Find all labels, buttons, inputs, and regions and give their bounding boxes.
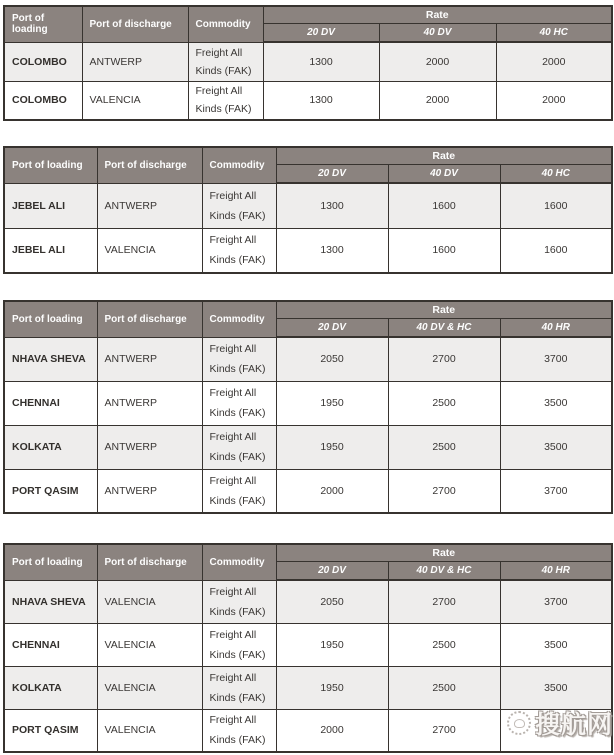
cell-rate-20dv: 1300	[276, 228, 388, 273]
rate-table-jebel-ali	[3, 146, 613, 274]
cell-port-of-loading: KOLKATA	[4, 666, 97, 709]
header-rate-sub-20dv: 20 DV	[276, 561, 388, 580]
cell-rate-40hc: 2000	[496, 42, 612, 81]
cell-port-of-discharge: VALENCIA	[97, 709, 202, 752]
cell-rate-40hr: 3500	[500, 381, 612, 425]
cell-rate-40hr: 3700	[500, 580, 612, 623]
cell-port-of-loading: NHAVA SHEVA	[4, 337, 97, 381]
cell-commodity: Freight All Kinds (FAK)	[188, 81, 263, 120]
cell-port-of-discharge: ANTWERP	[97, 337, 202, 381]
cell-rate-20dv: 2000	[276, 469, 388, 513]
header-port-of-loading: Port of loading	[4, 6, 82, 42]
cell-rate-20dv: 1950	[276, 666, 388, 709]
header-commodity: Commodity	[202, 544, 276, 580]
cell-port-of-discharge: ANTWERP	[97, 425, 202, 469]
cell-rate-40hr: 3500	[500, 666, 612, 709]
header-rate-sub-20dv: 20 DV	[276, 164, 388, 183]
sofreight-logo-icon	[507, 711, 531, 735]
table-row	[4, 228, 612, 273]
header-port-of-discharge: Port of discharge	[97, 147, 202, 183]
header-rate-sub-20dv: 20 DV	[276, 318, 388, 337]
header-rate-sub-40dvhc: 40 DV & HC	[388, 561, 500, 580]
cell-commodity: Freight All Kinds (FAK)	[202, 228, 276, 273]
cell-port-of-loading: COLOMBO	[4, 81, 82, 120]
cell-rate-40dvhc: 2500	[388, 623, 500, 666]
table-row	[4, 666, 612, 709]
header-rate-sub-40dvhc: 40 DV & HC	[388, 318, 500, 337]
cell-rate-40hr: 3500	[500, 623, 612, 666]
table-header	[4, 544, 612, 580]
cell-commodity: Freight All Kinds (FAK)	[202, 469, 276, 513]
cell-rate-20dv: 1950	[276, 425, 388, 469]
cell-rate-20dv: 2050	[276, 580, 388, 623]
table-row	[4, 42, 612, 81]
cell-rate-20dv: 2000	[276, 709, 388, 752]
cell-rate-40dv: 1600	[388, 228, 500, 273]
cell-port-of-discharge: VALENCIA	[97, 228, 202, 273]
cell-rate-40dv: 1600	[388, 183, 500, 228]
cell-port-of-loading: PORT QASIM	[4, 709, 97, 752]
cell-rate-40hc: 1600	[500, 228, 612, 273]
cell-port-of-loading: KOLKATA	[4, 425, 97, 469]
table-row	[4, 425, 612, 469]
cell-rate-20dv: 1950	[276, 623, 388, 666]
header-port-of-discharge: Port of discharge	[82, 6, 188, 42]
header-port-of-loading: Port of loading	[4, 301, 97, 337]
cell-rate-20dv: 2050	[276, 337, 388, 381]
header-rate: Rate	[276, 544, 612, 561]
cell-commodity: Freight All Kinds (FAK)	[202, 425, 276, 469]
cell-commodity: Freight All Kinds (FAK)	[202, 623, 276, 666]
header-port-of-loading: Port of loading	[4, 544, 97, 580]
cell-rate-40hc: 1600	[500, 183, 612, 228]
header-rate-sub-40dv: 40 DV	[388, 164, 500, 183]
cell-rate-20dv: 1300	[263, 42, 379, 81]
table-row	[4, 81, 612, 120]
table-row	[4, 183, 612, 228]
cell-port-of-discharge: ANTWERP	[97, 469, 202, 513]
header-commodity: Commodity	[202, 301, 276, 337]
cell-port-of-discharge: ANTWERP	[97, 381, 202, 425]
cell-rate-40dvhc: 2700	[388, 580, 500, 623]
cell-port-of-loading: JEBEL ALI	[4, 183, 97, 228]
header-rate: Rate	[276, 147, 612, 164]
header-rate-sub-20dv: 20 DV	[263, 23, 379, 42]
header-rate: Rate	[276, 301, 612, 318]
table-row	[4, 337, 612, 381]
cell-port-of-loading: COLOMBO	[4, 42, 82, 81]
table-row	[4, 623, 612, 666]
cell-rate-20dv: 1300	[276, 183, 388, 228]
header-commodity: Commodity	[188, 6, 263, 42]
header-port-of-loading: Port of loading	[4, 147, 97, 183]
cell-port-of-loading: CHENNAI	[4, 623, 97, 666]
cell-rate-40hr: 3700	[500, 337, 612, 381]
cell-rate-40hr: 3500	[500, 425, 612, 469]
cell-port-of-discharge: VALENCIA	[97, 623, 202, 666]
table-row	[4, 580, 612, 623]
cell-port-of-loading: NHAVA SHEVA	[4, 580, 97, 623]
cell-commodity: Freight All Kinds (FAK)	[202, 381, 276, 425]
header-commodity: Commodity	[202, 147, 276, 183]
cell-rate-40dv: 2000	[379, 42, 496, 81]
rate-table-antwerp-group	[3, 300, 613, 514]
cell-rate-40hr: 3700	[500, 469, 612, 513]
header-rate-sub-40hr: 40 HR	[500, 318, 612, 337]
header-rate-sub-40hc: 40 HC	[496, 23, 612, 42]
cell-port-of-discharge: VALENCIA	[82, 81, 188, 120]
cell-commodity: Freight All Kinds (FAK)	[188, 42, 263, 81]
rate-table-colombo	[3, 5, 613, 121]
header-port-of-discharge: Port of discharge	[97, 544, 202, 580]
cell-port-of-discharge: ANTWERP	[97, 183, 202, 228]
table-header	[4, 301, 612, 337]
cell-rate-40hc: 2000	[496, 81, 612, 120]
header-rate: Rate	[263, 6, 612, 23]
header-port-of-discharge: Port of discharge	[97, 301, 202, 337]
cell-rate-40dvhc: 2500	[388, 381, 500, 425]
watermark-site-name: 搜航网	[535, 711, 614, 739]
cell-port-of-discharge: ANTWERP	[82, 42, 188, 81]
cell-commodity: Freight All Kinds (FAK)	[202, 337, 276, 381]
cell-port-of-loading: JEBEL ALI	[4, 228, 97, 273]
cell-rate-20dv: 1300	[263, 81, 379, 120]
cell-port-of-loading: PORT QASIM	[4, 469, 97, 513]
cell-rate-40dvhc: 2700	[388, 469, 500, 513]
table-row	[4, 469, 612, 513]
header-rate-sub-40hc: 40 HC	[500, 164, 612, 183]
cell-port-of-discharge: VALENCIA	[97, 580, 202, 623]
cell-port-of-loading: CHENNAI	[4, 381, 97, 425]
cell-commodity: Freight All Kinds (FAK)	[202, 183, 276, 228]
cell-rate-40dvhc: 2500	[388, 425, 500, 469]
table-header	[4, 147, 612, 183]
cell-port-of-discharge: VALENCIA	[97, 666, 202, 709]
header-rate-sub-40hr: 40 HR	[500, 561, 612, 580]
cell-rate-40dvhc: 2500	[388, 666, 500, 709]
cell-commodity: Freight All Kinds (FAK)	[202, 709, 276, 752]
cell-commodity: Freight All Kinds (FAK)	[202, 580, 276, 623]
table-row	[4, 381, 612, 425]
header-rate-sub-40dv: 40 DV	[379, 23, 496, 42]
sofreight-watermark	[507, 705, 613, 741]
cell-rate-40dv: 2000	[379, 81, 496, 120]
cell-rate-40dvhc: 2700	[388, 337, 500, 381]
table-header	[4, 6, 612, 42]
cell-rate-20dv: 1950	[276, 381, 388, 425]
cell-rate-40dvhc: 2700	[388, 709, 500, 752]
cell-commodity: Freight All Kinds (FAK)	[202, 666, 276, 709]
